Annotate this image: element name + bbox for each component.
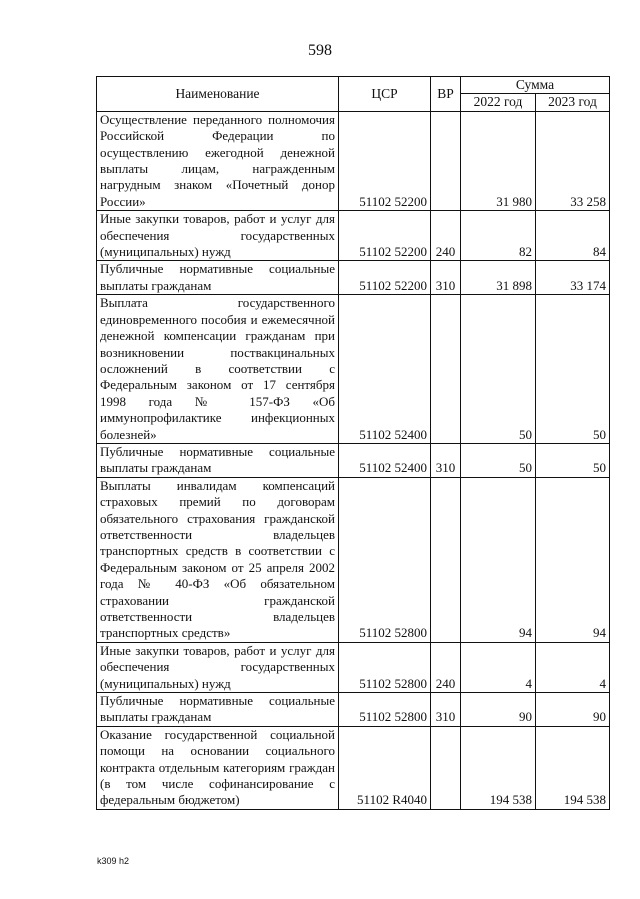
row-amount-2022: 194 538: [461, 726, 536, 809]
row-amount-2023: 90: [536, 693, 610, 727]
row-amount-2022: 90: [461, 693, 536, 727]
table-body: [97, 111, 610, 809]
header-name: Наименование: [97, 77, 339, 112]
table-row: [97, 261, 610, 295]
row-amount-2022: 31 980: [461, 111, 536, 210]
row-amount-2022: 31 898: [461, 261, 536, 295]
row-vr: 240: [431, 642, 461, 692]
header-year-2023: 2023 год: [536, 94, 610, 111]
row-amount-2023: 50: [536, 443, 610, 477]
row-vr: 310: [431, 443, 461, 477]
row-amount-2022: 50: [461, 443, 536, 477]
footer-code: k309 h2: [97, 856, 130, 866]
table-row: [97, 693, 610, 727]
row-vr: [431, 111, 461, 210]
row-name: Иные закупки товаров, работ и услуг для обеспечения государственных (муниципальных) нужд: [97, 642, 339, 692]
row-name: Выплата государственного единовременного пособия и ежемесячной денежной компенсации гражданам при возникновении поствакцинальных осложнений в соответствии с Федеральным законом от 17 сентября 1998 года № 157-ФЗ «Об иммунопрофилактике инфекционных болезней»: [97, 295, 339, 444]
row-vr: [431, 477, 461, 642]
row-csr: 51102 52400: [339, 295, 431, 444]
row-csr: 51102 R4040: [339, 726, 431, 809]
table-header-row: [97, 77, 610, 94]
row-amount-2022: 4: [461, 642, 536, 692]
row-amount-2022: 82: [461, 211, 536, 261]
row-vr: [431, 726, 461, 809]
row-name: Оказание государственной социальной помощи на основании социального контракта отдельным категориям граждан (в том числе софинансирование с федеральным бюджетом): [97, 726, 339, 809]
table-row: [97, 111, 610, 210]
header-year-2022: 2022 год: [461, 94, 536, 111]
row-name: Иные закупки товаров, работ и услуг для обеспечения государственных (муниципальных) нужд: [97, 211, 339, 261]
row-name: Публичные нормативные социальные выплаты гражданам: [97, 693, 339, 727]
row-amount-2023: 50: [536, 295, 610, 444]
row-csr: 51102 52800: [339, 477, 431, 642]
row-csr: 51102 52800: [339, 642, 431, 692]
row-amount-2023: 94: [536, 477, 610, 642]
row-vr: 310: [431, 261, 461, 295]
row-amount-2022: 94: [461, 477, 536, 642]
table-row: [97, 642, 610, 692]
header-vr: ВР: [431, 77, 461, 112]
table-row: [97, 443, 610, 477]
row-amount-2022: 50: [461, 295, 536, 444]
row-csr: 51102 52400: [339, 443, 431, 477]
row-vr: 310: [431, 693, 461, 727]
row-amount-2023: 84: [536, 211, 610, 261]
row-name: Публичные нормативные социальные выплаты гражданам: [97, 443, 339, 477]
row-vr: 240: [431, 211, 461, 261]
table-row: [97, 726, 610, 809]
row-csr: 51102 52200: [339, 261, 431, 295]
row-csr: 51102 52200: [339, 211, 431, 261]
row-amount-2023: 194 538: [536, 726, 610, 809]
row-csr: 51102 52800: [339, 693, 431, 727]
table-row: [97, 295, 610, 444]
row-csr: 51102 52200: [339, 111, 431, 210]
row-name: Публичные нормативные социальные выплаты гражданам: [97, 261, 339, 295]
row-amount-2023: 33 258: [536, 111, 610, 210]
row-vr: [431, 295, 461, 444]
header-csr: ЦСР: [339, 77, 431, 112]
table-row: [97, 477, 610, 642]
row-name: Осуществление переданного полномочия Российской Федерации по осуществлению ежегодной денежной выплаты лицам, награжденным нагрудным знаком «Почетный донор России»: [97, 111, 339, 210]
row-name: Выплаты инвалидам компенсаций страховых премий по договорам обязательного страхования гражданской ответственности владельцев транспортных средств в соответствии с Федеральным законом от 25 апреля 2002 года № 40-ФЗ «Об обязательном страховании гражданской ответственности владельцев транспортных средств»: [97, 477, 339, 642]
budget-table: [96, 76, 610, 810]
row-amount-2023: 33 174: [536, 261, 610, 295]
header-sum: Сумма: [461, 77, 610, 94]
row-amount-2023: 4: [536, 642, 610, 692]
page-number: 598: [308, 42, 332, 59]
table-row: [97, 211, 610, 261]
